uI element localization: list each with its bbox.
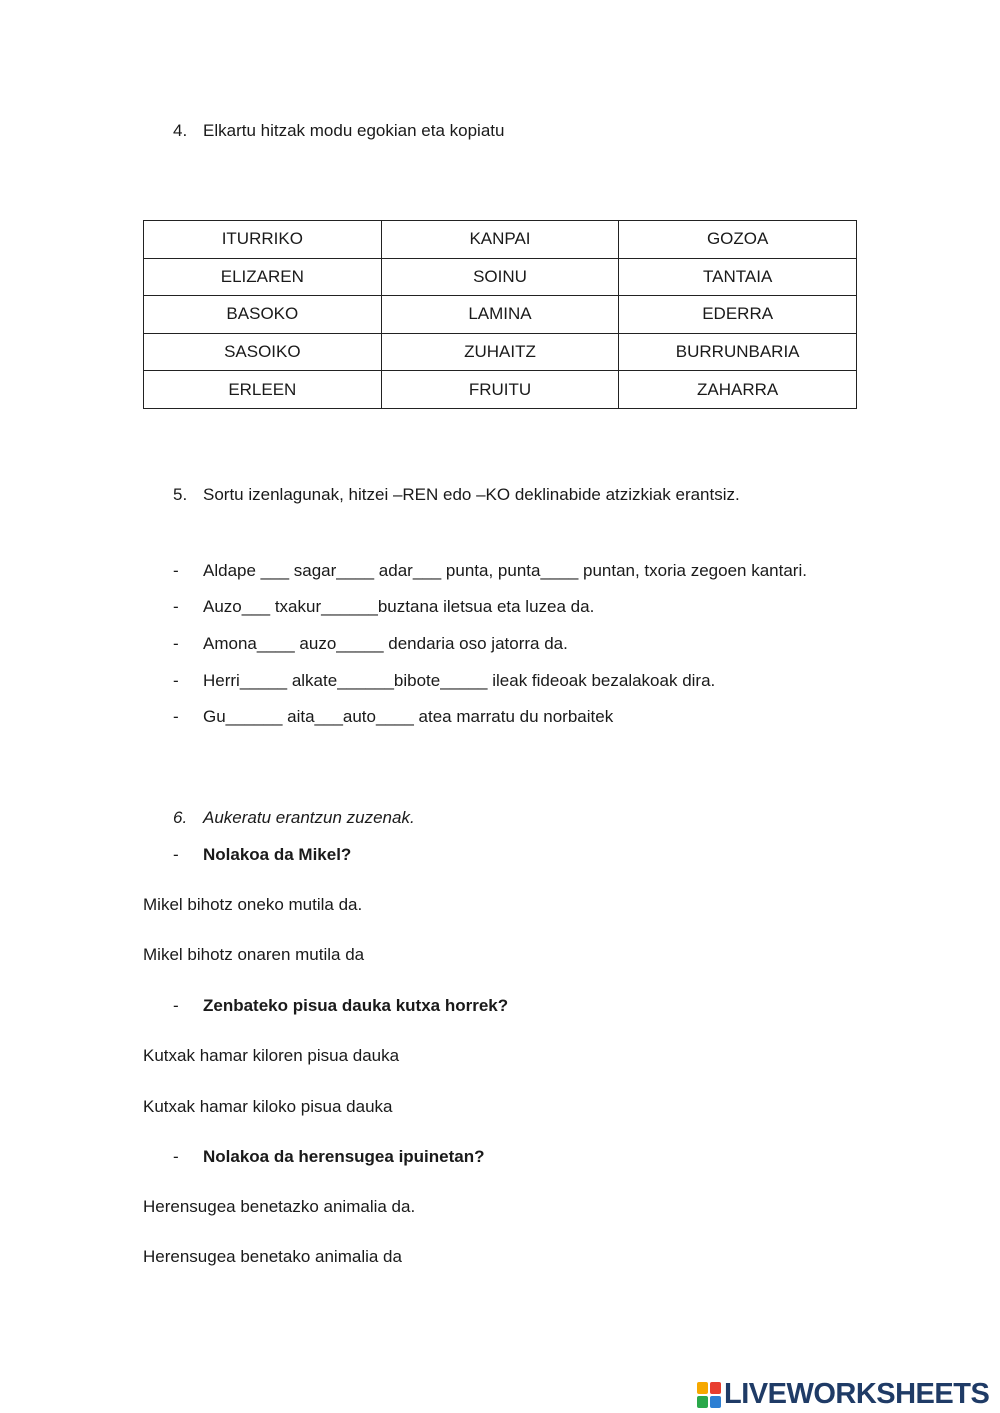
question-heading: Nolakoa da herensugea ipuinetan? (203, 1147, 485, 1166)
q4-number: 4. (173, 121, 188, 140)
logo-icon (697, 1382, 721, 1408)
q6-number: 6. (173, 808, 188, 827)
table-row (144, 371, 857, 409)
fill-item: Amona____ auzo_____ dendaria oso jatorra da. (203, 634, 568, 653)
answer-option[interactable]: Herensugea benetazko animalia da. (143, 1197, 416, 1216)
answer-option[interactable]: Kutxak hamar kiloko pisua dauka (143, 1097, 393, 1116)
answer-option[interactable]: Herensugea benetako animalia da (143, 1247, 402, 1266)
table-cell: ELIZAREN (144, 258, 382, 296)
list-bullet: - (173, 671, 179, 690)
table-cell: ZUHAITZ (381, 333, 619, 371)
table-cell: ITURRIKO (144, 221, 382, 259)
table-row (144, 221, 857, 259)
logo-text: LIVEWORKSHEETS (724, 1378, 990, 1410)
table-cell: TANTAIA (619, 258, 857, 296)
fill-item: Aldape ___ sagar____ adar___ punta, punta____ puntan, txoria zegoen kantari. (203, 561, 807, 580)
table-cell: GOZOA (619, 221, 857, 259)
table-cell: FRUITU (381, 371, 619, 409)
table-row (144, 258, 857, 296)
list-bullet: - (173, 1147, 179, 1166)
fill-item: Auzo___ txakur______buztana iletsua eta luzea da. (203, 597, 595, 616)
list-bullet: - (173, 597, 179, 616)
fill-item: Gu______ aita___auto____ atea marratu du norbaitek (203, 707, 614, 726)
logo-square (710, 1382, 721, 1394)
logo-square (697, 1396, 708, 1408)
answer-option[interactable]: Kutxak hamar kiloren pisua dauka (143, 1046, 400, 1065)
list-bullet: - (173, 634, 179, 653)
list-bullet: - (173, 845, 179, 864)
list-bullet: - (173, 561, 179, 580)
table-row (144, 296, 857, 334)
list-bullet: - (173, 996, 179, 1015)
q5-instruction: Sortu izenlagunak, hitzei –REN edo –KO deklinabide atzizkiak erantsiz. (203, 485, 740, 504)
logo-square (710, 1396, 721, 1408)
table-cell: LAMINA (381, 296, 619, 334)
table-cell: SASOIKO (144, 333, 382, 371)
question-heading: Zenbateko pisua dauka kutxa horrek? (203, 996, 509, 1015)
table-cell: EDERRA (619, 296, 857, 334)
answer-option[interactable]: Mikel bihotz oneko mutila da. (143, 895, 363, 914)
table-cell: ZAHARRA (619, 371, 857, 409)
table-row (144, 333, 857, 371)
table-cell: KANPAI (381, 221, 619, 259)
table-cell: ERLEEN (144, 371, 382, 409)
word-table (143, 220, 857, 409)
fill-item: Herri_____ alkate______bibote_____ ileak fideoak bezalakoak dira. (203, 671, 716, 690)
logo-square (697, 1382, 708, 1394)
q5-number: 5. (173, 485, 188, 504)
liveworksheets-logo (697, 1378, 989, 1411)
table-cell: SOINU (381, 258, 619, 296)
q6-instruction: Aukeratu erantzun zuzenak. (203, 808, 415, 827)
question-heading: Nolakoa da Mikel? (203, 845, 352, 864)
list-bullet: - (173, 707, 179, 726)
q4-instruction: Elkartu hitzak modu egokian eta kopiatu (203, 121, 505, 140)
table-cell: BURRUNBARIA (619, 333, 857, 371)
table-cell: BASOKO (144, 296, 382, 334)
answer-option[interactable]: Mikel bihotz onaren mutila da (143, 945, 365, 964)
